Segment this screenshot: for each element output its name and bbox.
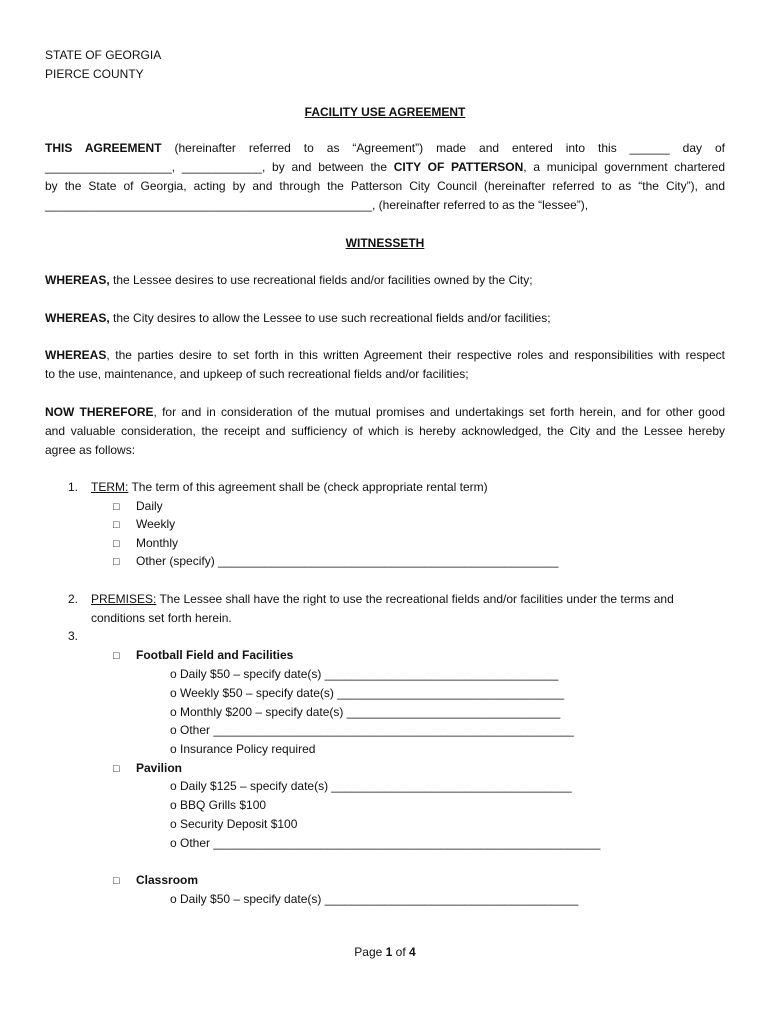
facility-classroom[interactable]: □ Classroom	[113, 873, 199, 887]
now-therefore-line-3: agree as follows:	[45, 443, 136, 457]
item-3-number: 3.	[68, 629, 79, 643]
checkbox-icon[interactable]: □	[113, 650, 120, 662]
page-number: Page 1 of 4	[354, 945, 416, 959]
pavilion-deposit: o Security Deposit $100	[170, 817, 298, 831]
whereas-clause-1: WHEREAS, the Lessee desires to use recreational fields and/or facilities owned by the City;	[45, 273, 533, 287]
preamble-line-1: THIS AGREEMENT (hereinafter referred to as “Agreement”) made and entered into this ______ day of	[45, 141, 725, 155]
term-option-other[interactable]: □ Other (specify) ___________________________________________________	[113, 554, 559, 568]
term-option-monthly[interactable]: □ Monthly	[113, 536, 179, 550]
pavilion-bbq: o BBQ Grills $100	[170, 798, 267, 812]
term-number: 1.	[68, 480, 79, 494]
facility-pavilion[interactable]: □ Pavilion	[113, 761, 183, 775]
pavilion-other: o Other __________________________________________________________	[170, 836, 601, 850]
term-option-daily[interactable]: □ Daily	[113, 499, 163, 513]
football-monthly: o Monthly $200 – specify date(s) ________________________________	[170, 705, 561, 719]
facility-football[interactable]: □ Football Field and Facilities	[113, 648, 294, 662]
football-other: o Other ______________________________________________________	[170, 723, 574, 737]
document-title: FACILITY USE AGREEMENT	[304, 105, 466, 119]
checkbox-icon[interactable]: □	[113, 501, 120, 513]
classroom-daily: o Daily $50 – specify date(s) ______________________________________	[170, 892, 579, 906]
whereas-clause-3-line-2: to the use, maintenance, and upkeep of such recreational fields and/or facilities;	[45, 367, 469, 381]
now-therefore-line-2: and valuable consideration, the receipt and sufficiency of which is hereby acknowledged, the City and the Lessee hereby	[45, 424, 725, 438]
football-daily: o Daily $50 – specify date(s) ___________________________________	[170, 667, 559, 681]
state-heading: STATE OF GEORGIA	[45, 48, 162, 62]
preamble-line-4: _________________________________________________, (hereinafter referred to as the “lessee”),	[45, 198, 589, 212]
checkbox-icon[interactable]: □	[113, 538, 120, 550]
term-clause: TERM: The term of this agreement shall be (check appropriate rental term)	[91, 480, 488, 494]
football-insurance: o Insurance Policy required	[170, 742, 316, 756]
preamble-line-3: by the State of Georgia, acting by and through the Patterson City Council (hereinafter referred to as “the City”), and	[45, 179, 725, 193]
whereas-clause-3-line-1: WHEREAS, the parties desire to set forth in this written Agreement their respective roles and responsibilities with respect	[45, 348, 725, 362]
term-option-weekly[interactable]: □ Weekly	[113, 517, 176, 531]
checkbox-icon[interactable]: □	[113, 519, 120, 531]
preamble-line-2: ___________________, ____________, by and between the CITY OF PATTERSON, a municipal government chartered	[45, 160, 725, 174]
now-therefore-line-1: NOW THEREFORE, for and in consideration of the mutual promises and undertakings set forth herein, and for other good	[45, 405, 725, 419]
premises-clause: PREMISES: The Lessee shall have the right to use the recreational fields and/or facilities under the terms and	[91, 592, 674, 606]
premises-clause-line-2: conditions set forth herein.	[91, 611, 232, 625]
football-weekly: o Weekly $50 – specify date(s) __________________________________	[170, 686, 565, 700]
county-heading: PIERCE COUNTY	[45, 67, 144, 81]
premises-number: 2.	[68, 592, 79, 606]
whereas-clause-2: WHEREAS, the City desires to allow the Lessee to use such recreational fields and/or facilities;	[45, 311, 551, 325]
checkbox-icon[interactable]: □	[113, 556, 120, 568]
pavilion-daily: o Daily $125 – specify date(s) ____________________________________	[170, 779, 572, 793]
witnesseth-heading: WITNESSETH	[345, 236, 425, 250]
checkbox-icon[interactable]: □	[113, 763, 120, 775]
checkbox-icon[interactable]: □	[113, 875, 120, 887]
